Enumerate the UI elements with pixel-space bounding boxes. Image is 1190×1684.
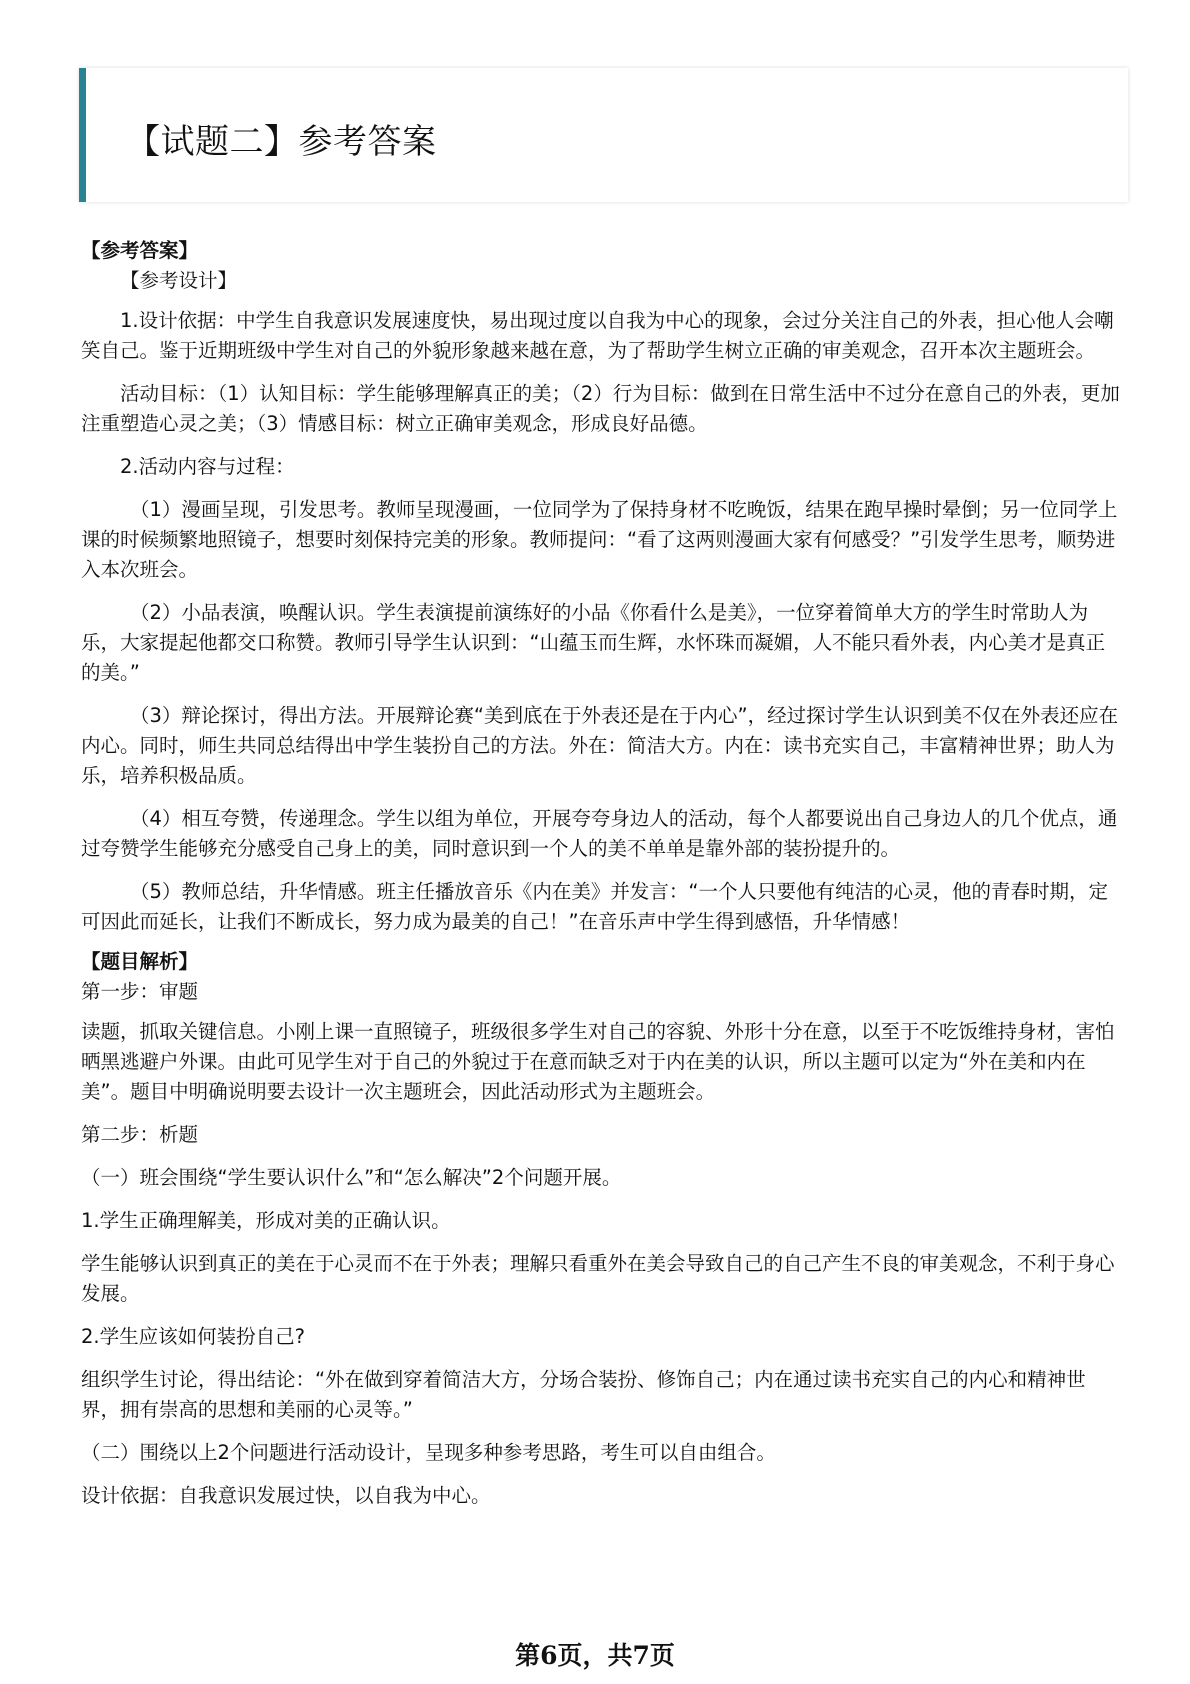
process-step: （5）教师总结，升华情感。班主任播放音乐《内在美》并发言：“一个人只要他有纯洁的心灵，他的青春时期，定可因此而延长，让我们不断成长，努力成为最美的自己！”在音乐声中学生得到感悟，升华情感！ <box>81 880 1109 933</box>
process-step: （3）辩论探讨，得出方法。开展辩论赛“美到底在于外表还是在于内心”，经过探讨学生认识到美不仅在外表还应在内心。同时，师生共同总结得出中学生装扮自己的方法。外在：简洁大方。内在：读书充实自己，丰富精神世界；助人为乐，培养积极品质。 <box>81 704 1119 787</box>
step2-title: 第二步：析题 <box>81 1123 199 1146</box>
page-number: 第6页，共7页 <box>515 1641 675 1670</box>
design-basis-text: 设计依据：自我意识发展过快，以自我为中心。 <box>81 1484 491 1507</box>
page-title: 【试题二】参考答案 <box>126 122 437 162</box>
answer-section-label: 【参考答案】 <box>81 239 199 262</box>
question2-text: 组织学生讨论，得出结论：“外在做到穿着简洁大方，分场合装扮、修饰自己；内在通过读书充实自己的内心和精神世界，拥有崇高的思想和美丽的心灵等。” <box>81 1368 1086 1421</box>
step1-title: 第一步：审题 <box>81 980 199 1003</box>
process-step: （2）小品表演，唤醒认识。学生表演提前演练好的小品《你看什么是美》，一位穿着简单大方的学生时常助人为乐，大家提起他都交口称赞。教师引导学生认识到：“山蕴玉而生辉，水怀珠而凝媚，人不能只看外表，内心美才是真正的美。” <box>81 601 1106 684</box>
question2-title: 2.学生应该如何装扮自己? <box>81 1325 305 1348</box>
title-banner <box>79 68 1128 202</box>
design-label: 【参考设计】 <box>120 269 238 292</box>
design-basis-paragraph: 1.设计依据：中学生自我意识发展速度快，易出现过度以自我为中心的现象，会过分关注自己的外表，担心他人会嘲笑自己。鉴于近期班级中学生对自己的外貌形象越来越在意，为了帮助学生树立正确的审美观念，召开本次主题班会。 <box>81 309 1114 362</box>
analysis-section-label: 【题目解析】 <box>81 950 199 973</box>
process-step: （1）漫画呈现，引发思考。教师呈现漫画，一位同学为了保持身材不吃晚饭，结果在跑早操时晕倒；另一位同学上课的时候频繁地照镜子，想要时刻保持完美的形象。教师提问：“看了这两则漫画大家有何感受？”引发学生思考，顺势进入本次班会。 <box>81 498 1118 581</box>
question1-title: 1.学生正确理解美，形成对美的正确认识。 <box>81 1209 451 1232</box>
process-step: （4）相互夸赞，传递理念。学生以组为单位，开展夸夸身边人的活动，每个人都要说出自己身边人的几个优点，通过夸赞学生能够充分感受自己身上的美，同时意识到一个人的美不单单是靠外部的装扮提升的。 <box>81 807 1118 860</box>
activity-goals-paragraph: 活动目标：（1）认知目标：学生能够理解真正的美；（2）行为目标：做到在日常生活中不过分在意自己的外表，更加注重塑造心灵之美；（3）情感目标：树立正确审美观念，形成良好品德。 <box>81 382 1120 435</box>
question1-text: 学生能够认识到真正的美在于心灵而不在于外表；理解只看重外在美会导致自己的自己产生不良的审美观念，不利于身心发展。 <box>81 1252 1115 1305</box>
part1-heading: （一）班会围绕“学生要认识什么”和“怎么解决”2个问题开展。 <box>81 1166 622 1189</box>
document-body <box>81 236 1121 1524</box>
step1-text: 读题，抓取关键信息。小刚上课一直照镜子，班级很多学生对自己的容貌、外形十分在意，以至于不吃饭维持身材，害怕晒黑逃避户外课。由此可见学生对于自己的外貌过于在意而缺乏对于内在美的认识，所以主题可以定为“外在美和内在美”。题目中明确说明要去设计一次主题班会，因此活动形式为主题班会。 <box>81 1020 1115 1103</box>
process-title: 2.活动内容与过程： <box>120 455 295 478</box>
part2-heading: （二）围绕以上2个问题进行活动设计，呈现多种参考思路，考生可以自由组合。 <box>81 1441 776 1464</box>
